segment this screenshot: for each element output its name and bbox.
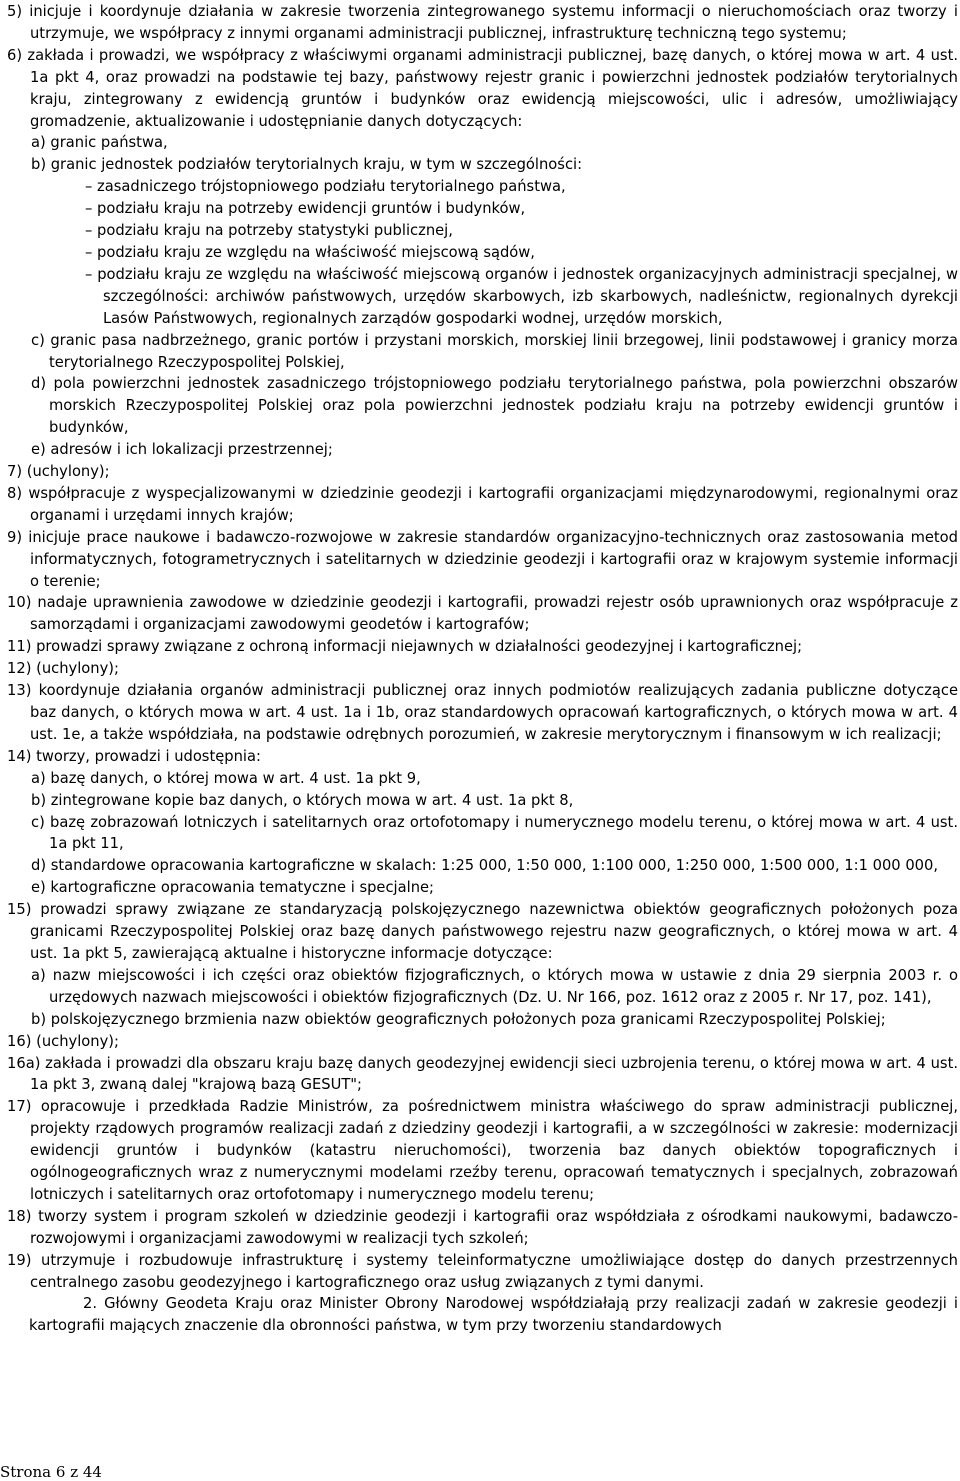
list-item: 7) (uchylony);: [7, 463, 110, 481]
dash-list-item: – podziału kraju ze względu na właściwość miejscową organów i jednostek organizacyjnych administracji specjalnej, w szczególności: archiwów państwowych, urzędów skarbowych, izb skarbowych, nadleśnictw, regionalnych dyrekcji Lasów Państwowych, regionalnych zarządów gospodarki wodnej, urzędów morskich,: [85, 265, 958, 327]
sub-list-item: b) polskojęzycznego brzmienia nazw obiektów geograficznych położonych poza granicami Rzeczypospolitej Polskiej;: [31, 1010, 886, 1028]
sub-list-item: e) kartograficzne opracowania tematyczne i specjalne;: [31, 879, 435, 897]
sub-list-item: a) nazw miejscowości i ich części oraz obiektów fizjograficznych, o których mowa w ustawie z dnia 29 sierpnia 2003 r. o urzędowych nazwach miejscowości i obiektów fizjograficznych (Dz. U. Nr 166, poz. 1612 oraz z 2005 r. Nr 17, poz. 141),: [31, 966, 958, 1006]
dash-list-item: – podziału kraju ze względu na właściwość miejscową sądów,: [85, 243, 535, 261]
sub-list-item: b) granic jednostek podziałów terytorialnych kraju, w tym w szczególności:: [31, 156, 583, 174]
list-item: 18) tworzy system i program szkoleń w dziedzinie geodezji i kartografii oraz współdziała z ośrodkami naukowymi, badawczo-rozwojowymi i organizacjami zawodowymi w realizacji tych szkoleń;: [7, 1207, 958, 1247]
sub-list-item: a) granic państwa,: [31, 134, 168, 152]
list-item: 14) tworzy, prowadzi i udostępnia:: [7, 747, 261, 765]
document-body: [7, 1, 958, 1337]
list-item: 5) inicjuje i koordynuje działania w zakresie tworzenia zintegrowanego systemu informacji o nieruchomościach oraz tworzy i utrzymuje, we współpracy z innymi organami administracji publicznej, infrastrukturę techniczną tego systemu;: [7, 3, 958, 42]
list-item: 16) (uchylony);: [7, 1032, 119, 1050]
sub-list-item: d) standardowe opracowania kartograficzne w skalach: 1:25 000, 1:50 000, 1:100 000, 1:250 000, 1:500 000, 1:1 000 000,: [31, 857, 939, 875]
sub-list-item: a) bazę danych, o której mowa w art. 4 ust. 1a pkt 9,: [31, 769, 421, 787]
sub-list-item: b) zintegrowane kopie baz danych, o których mowa w art. 4 ust. 1a pkt 8,: [31, 791, 574, 809]
sub-list-item: c) bazę zobrazowań lotniczych i satelitarnych oraz ortofotomapy i numerycznego modelu terenu, o której mowa w art. 4 ust. 1a pkt 11,: [31, 813, 958, 853]
list-item: 10) nadaje uprawnienia zawodowe w dziedzinie geodezji i kartografii, prowadzi rejestr osób uprawnionych oraz współpracuje z samorządami i organizacjami zawodowymi geodetów i kartografów;: [7, 594, 958, 634]
list-item: 11) prowadzi sprawy związane z ochroną informacji niejawnych w działalności geodezyjnej i kartograficznej;: [7, 638, 803, 656]
list-item: 16a) zakłada i prowadzi dla obszaru kraju bazę danych geodezyjnej ewidencji sieci uzbrojenia terenu, o której mowa w art. 4 ust. 1a pkt 3, zwaną dalej "krajową bazą GESUT";: [7, 1054, 958, 1094]
list-item: 8) współpracuje z wyspecjalizowanymi w dziedzinie geodezji i kartografii organizacjami międzynarodowymi, regionalnymi oraz organami i urzędami innych krajów;: [7, 484, 958, 524]
sub-list-item: d) pola powierzchni jednostek zasadniczego trójstopniowego podziału terytorialnego państwa, pola powierzchni obszarów morskich Rzeczypospolitej Polskiej oraz pola powierzchni jednostek podziału kraju na potrzeby ewidencji gruntów i budynków,: [31, 375, 958, 437]
list-item: 6) zakłada i prowadzi, we współpracy z właściwymi organami administracji publicznej, bazę danych, o której mowa w art. 4 ust. 1a pkt 4, oraz prowadzi na podstawie tej bazy, państwowy rejestr granic i powierzchni jednostek podziałów terytorialnych kraju, zintegrowany z ewidencją gruntów i budynków oraz ewidencją miejscowości, ulic i adresów, umożliwiający gromadzenie, aktualizowanie i udostępnianie danych dotyczących:: [7, 46, 958, 130]
dash-list-item: – podziału kraju na potrzeby statystyki publicznej,: [85, 222, 453, 240]
paragraph: 2. Główny Geodeta Kraju oraz Minister Obrony Narodowej współdziałają przy realizacji zadań w zakresie geodezji i kartografii mających znaczenie dla obronności państwa, w tym przy tworzeniu standardowych: [29, 1295, 958, 1335]
list-item: 19) utrzymuje i rozbudowuje infrastrukturę i systemy teleinformatyczne umożliwiające dostęp do danych przestrzennych centralnego zasobu geodezyjnego i kartograficznego oraz usług związanych z tymi danymi.: [7, 1251, 958, 1291]
list-item: 12) (uchylony);: [7, 660, 119, 678]
dash-list-item: – podziału kraju na potrzeby ewidencji gruntów i budynków,: [85, 200, 526, 218]
dash-list-item: – zasadniczego trójstopniowego podziału terytorialnego państwa,: [85, 178, 566, 196]
list-item: 9) inicjuje prace naukowe i badawczo-rozwojowe w zakresie standardów organizacyjno-technicznych oraz zastosowania metod informatycznych, fotogrametrycznych i satelitarnych w dziedzinie geodezji i kartografii oraz w krajowym systemie informacji o terenie;: [7, 528, 958, 590]
list-item: 17) opracowuje i przedkłada Radzie Ministrów, za pośrednictwem ministra właściwego do spraw administracji publicznej, projekty rządowych programów realizacji zadań z dziedziny geodezji i kartografii, a w szczególności w zakresie: modernizacji ewidencji gruntów i budynków (katastru nieruchomości), tworzenia baz danych obiektów topograficznych i ogólnogeograficznych wraz z numerycznymi modelami rzeźby terenu, opracowań tematycznych i specjalnych, zobrazowań lotniczych i satelitarnych oraz ortofotomapy i numerycznego modelu terenu;: [7, 1098, 958, 1203]
list-item: 13) koordynuje działania organów administracji publicznej oraz innych podmiotów realizujących zadania publiczne dotyczące baz danych, o których mowa w art. 4 ust. 1a i 1b, oraz standardowych opracowań kartograficznych, o których mowa w art. 4 ust. 1e, a także współdziała, na podstawie odrębnych porozumień, w zakresie merytorycznym i finansowym w ich realizacji;: [7, 682, 958, 743]
list-item: 15) prowadzi sprawy związane ze standaryzacją polskojęzycznego nazewnictwa obiektów geograficznych położonych poza granicami Rzeczypospolitej Polskiej oraz bazę danych państwowego rejestru nazw geograficznych, o której mowa w art. 4 ust. 1a pkt 5, zawierającą aktualne i historyczne informacje dotyczące:: [7, 901, 958, 962]
sub-list-item: e) adresów i ich lokalizacji przestrzennej;: [31, 441, 333, 459]
page-number: Strona 6 z 44: [0, 1463, 102, 1481]
sub-list-item: c) granic pasa nadbrzeżnego, granic portów i przystani morskich, morskiej linii brzegowej, linii podstawowej i granicy morza terytorialnego Rzeczypospolitej Polskiej,: [31, 331, 958, 371]
